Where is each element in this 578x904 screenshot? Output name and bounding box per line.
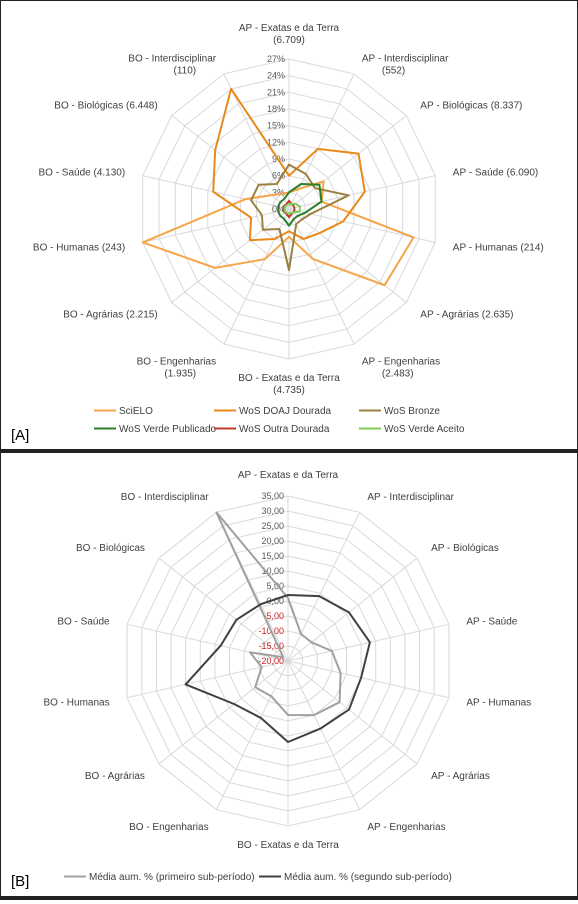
tick-label: -20,00: [258, 656, 284, 666]
axis-name: BO - Exatas e da Terra: [238, 373, 340, 384]
tick-label: 15%: [266, 120, 285, 131]
axis-name: AP - Saúde (6.090): [452, 167, 539, 179]
grid-spoke: [159, 661, 288, 764]
grid-spoke: [288, 661, 417, 764]
axis-count: (6.709): [273, 35, 305, 46]
legend-item: [64, 872, 255, 883]
axis-name: BO - Agrárias: [84, 771, 145, 783]
tick-label: 24%: [266, 70, 285, 81]
legend-item: [259, 872, 452, 883]
axis-name: AP - Humanas (214): [452, 242, 544, 254]
legend-label: WoS Outra Dourada: [239, 424, 330, 435]
axis-label: [137, 356, 217, 379]
axis-label: [367, 492, 454, 503]
axis-label: [466, 698, 531, 709]
axis-label: [57, 616, 110, 627]
axis-label: [431, 543, 499, 554]
tick-label: -10,00: [258, 626, 284, 636]
panel-label: [A]: [11, 427, 30, 444]
axis-name: BO - Exatas e da Terra: [237, 840, 339, 851]
axis-name: AP - Agrárias: [431, 771, 490, 783]
axis-label: [129, 822, 209, 833]
tick-label: 3%: [271, 187, 285, 198]
axis-name: AP - Engenharias: [367, 821, 446, 833]
axis-label: [239, 23, 340, 46]
axis-label: [466, 616, 517, 627]
radar-chart-b: [1, 453, 577, 899]
axis-count: (2.483): [381, 368, 414, 380]
axis-label: [128, 54, 216, 77]
bottom-border: [0, 896, 578, 900]
tick-label: 35,00: [261, 491, 284, 501]
legend-label: SciELO: [119, 406, 153, 417]
legend-label: WoS Verde Aceito: [384, 424, 465, 435]
axis-label: [63, 310, 157, 321]
axis-label: [238, 470, 339, 481]
axis-count: (110): [173, 65, 197, 77]
panel-label: [B]: [11, 873, 30, 890]
axis-label: [420, 100, 522, 111]
legend-label: WoS Bronze: [384, 406, 440, 417]
axis-name: AP - Interdisciplinar: [367, 492, 454, 504]
legend-item: [94, 424, 217, 435]
tick-label: -5,00: [263, 611, 284, 621]
legend-label: Média aum. % (primeiro sub-período): [89, 872, 255, 883]
legend: [64, 872, 452, 883]
axis-label: [85, 771, 145, 782]
tick-label: 0%: [271, 204, 285, 214]
tick-label: 15,00: [261, 551, 284, 561]
grid-spoke: [143, 176, 289, 209]
legend-item: [214, 406, 332, 417]
tick-label: 20,00: [261, 536, 284, 546]
axis-name: AP - Biológicas (8.337): [420, 100, 523, 112]
legend-item: [359, 424, 465, 435]
tick-labels: [267, 54, 285, 214]
axis-count: (1.935): [164, 368, 197, 380]
axis-name: BO - Biológicas (6.448): [54, 100, 158, 112]
axis-label: [33, 242, 125, 253]
axis-label: [43, 698, 109, 709]
legend-item: [359, 406, 440, 417]
tick-label: 6%: [271, 170, 285, 181]
axis-label: [431, 771, 490, 782]
tick-label: 21%: [266, 87, 285, 98]
tick-label: 30,00: [261, 506, 284, 516]
legend-label: WoS Verde Publicado: [119, 424, 217, 435]
axis-name: AP - Exatas e da Terra: [237, 470, 339, 481]
legend: [94, 406, 465, 435]
axis-label: [54, 100, 157, 111]
axis-name: BO - Humanas: [43, 697, 110, 709]
tick-label: 0,00: [266, 596, 284, 606]
axis-name: BO - Humanas (243): [32, 242, 126, 254]
radar-chart-a: [1, 1, 577, 449]
axis-label: [237, 840, 339, 851]
radar-grid: [143, 59, 435, 359]
axis-name: BO - Interdisciplinar: [128, 53, 217, 65]
axis-name: BO - Interdisciplinar: [120, 492, 209, 504]
tick-label: 10,00: [261, 566, 284, 576]
axis-label: [76, 543, 145, 554]
axis-name: AP - Biológicas: [431, 542, 499, 554]
axis-name: BO - Engenharias: [136, 356, 217, 368]
axis-count: (4.735): [273, 385, 305, 396]
legend-item: [94, 406, 153, 417]
axis-label: [121, 492, 209, 503]
axis-label: [238, 373, 340, 396]
axis-name: AP - Agrárias (2.635): [420, 309, 514, 321]
axis-count: (552): [381, 65, 406, 77]
tick-label: 12%: [266, 137, 285, 148]
axis-name: BO - Saúde: [57, 616, 110, 628]
legend-item: [214, 424, 330, 435]
axis-name: BO - Agrárias (2.215): [63, 309, 158, 321]
axis-name: AP - Humanas: [466, 697, 532, 709]
axis-name: AP - Interdisciplinar: [361, 53, 449, 65]
axis-label: [420, 310, 513, 321]
tick-label: 9%: [271, 154, 285, 164]
legend-label: Média aum. % (segundo sub-período): [284, 872, 452, 883]
grid-spoke: [288, 558, 417, 661]
axis-name: AP - Engenharias: [361, 356, 441, 368]
tick-label: -15,00: [258, 641, 284, 651]
axis-label: [367, 822, 445, 833]
axis-label: [362, 54, 449, 77]
axis-name: BO - Engenharias: [129, 821, 209, 833]
tick-label: 5,00: [266, 581, 284, 591]
axis-name: BO - Saúde (4.130): [38, 167, 126, 179]
axis-name: BO - Biológicas: [75, 542, 145, 554]
axis-label: [38, 168, 125, 179]
tick-label: 18%: [266, 104, 285, 114]
axis-label: [453, 242, 544, 253]
grid-spoke: [143, 209, 289, 242]
axis-label: [362, 356, 440, 379]
tick-label: 27%: [266, 54, 285, 64]
legend-label: WoS DOAJ Dourada: [239, 406, 332, 417]
axis-label: [453, 168, 538, 179]
tick-label: 25,00: [261, 521, 284, 531]
radar-grid: [127, 496, 449, 826]
axis-name: AP - Saúde: [466, 616, 518, 628]
axis-name: AP - Exatas e da Terra: [238, 23, 340, 34]
panel-a: [0, 0, 578, 450]
panel-b: [0, 452, 578, 900]
